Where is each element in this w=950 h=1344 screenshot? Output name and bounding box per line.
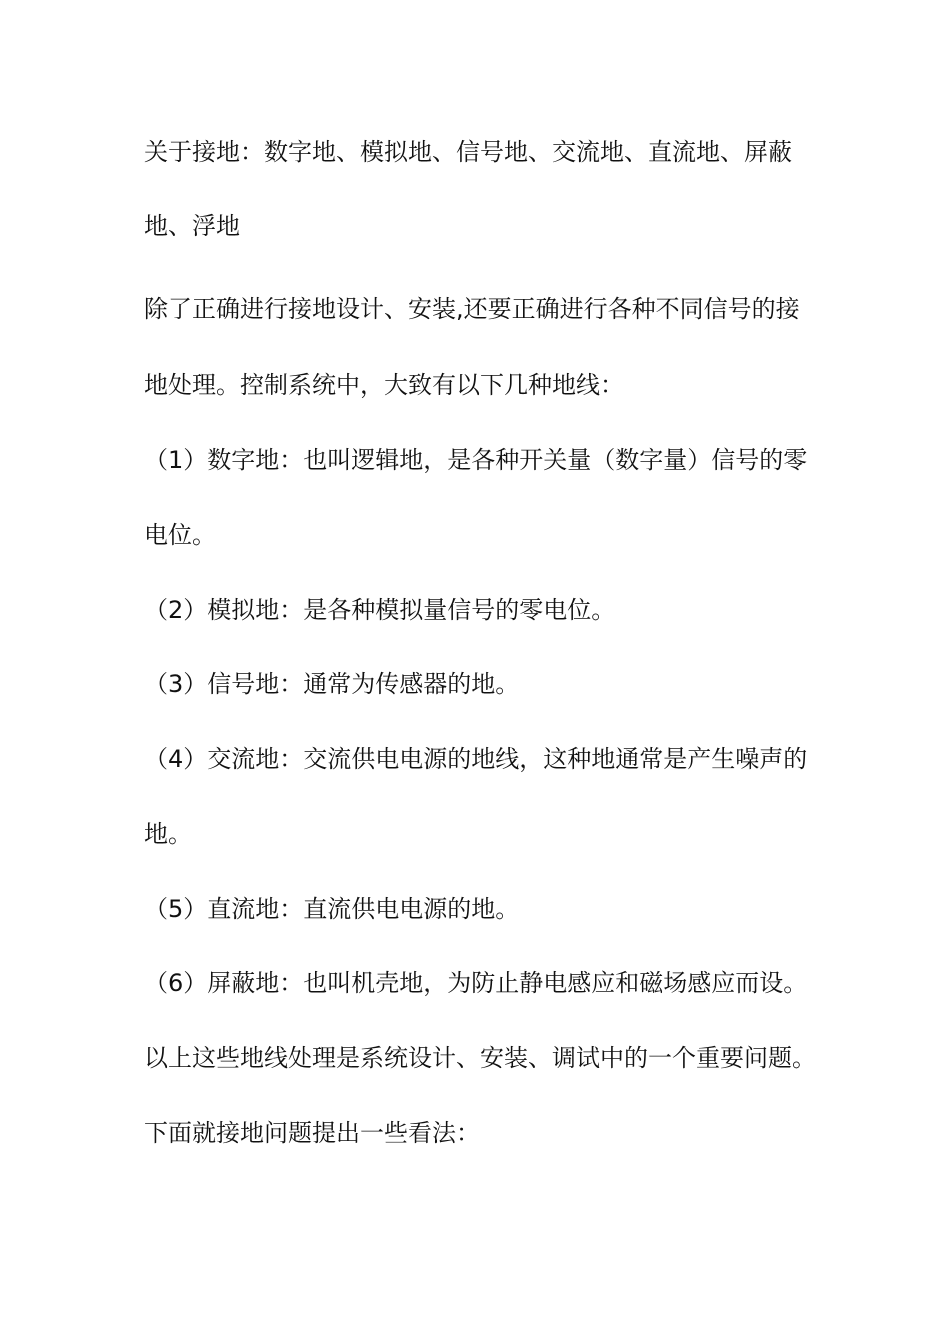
list-item-ac-ground-continued: 地。 <box>144 820 192 848</box>
list-item-shield-ground: （6）屏蔽地：也叫机壳地，为防止静电感应和磁场感应而设。 <box>144 969 808 997</box>
paragraph-line: 下面就接地问题提出一些看法： <box>144 1119 480 1147</box>
list-item-signal-ground: （3）信号地：通常为传感器的地。 <box>144 670 520 698</box>
list-item-analog-ground: （2）模拟地：是各种模拟量信号的零电位。 <box>144 596 616 624</box>
list-item-dc-ground: （5）直流地：直流供电电源的地。 <box>144 895 520 923</box>
heading-line-continued: 地、浮地 <box>144 212 240 240</box>
list-item-digital-ground-continued: 电位。 <box>144 521 216 549</box>
paragraph-line: 以上这些地线处理是系统设计、安装、调试中的一个重要问题。 <box>144 1044 816 1072</box>
paragraph-line: 地处理。控制系统中，大致有以下几种地线： <box>144 371 624 399</box>
paragraph-line: 除了正确进行接地设计、安装,还要正确进行各种不同信号的接 <box>144 295 800 323</box>
list-item-ac-ground: （4）交流地：交流供电电源的地线，这种地通常是产生噪声的 <box>144 745 808 773</box>
heading-line: 关于接地：数字地、模拟地、信号地、交流地、直流地、屏蔽 <box>144 138 792 166</box>
list-item-digital-ground: （1）数字地：也叫逻辑地，是各种开关量（数字量）信号的零 <box>144 446 808 474</box>
